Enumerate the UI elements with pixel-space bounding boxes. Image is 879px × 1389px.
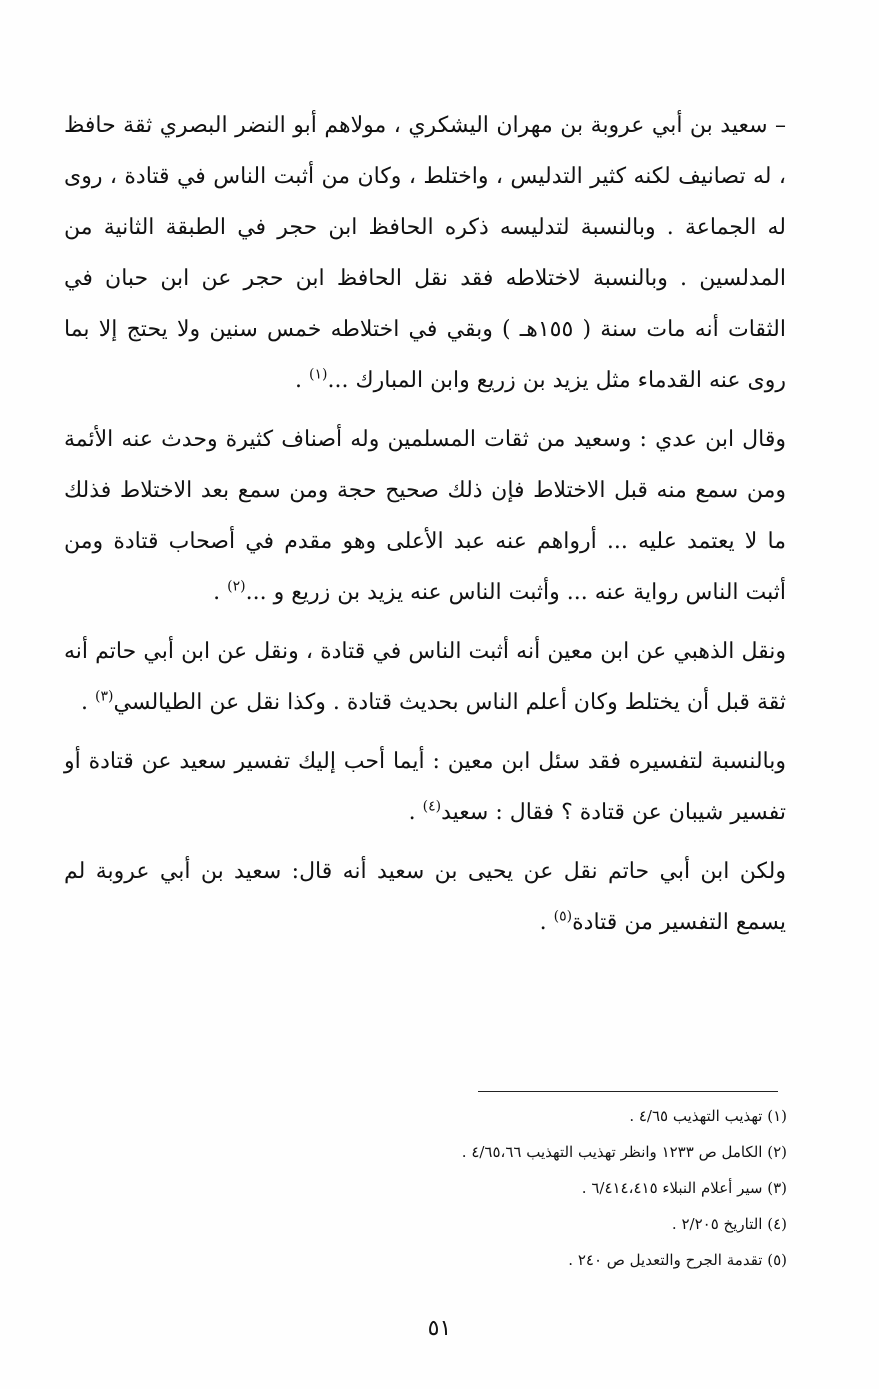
- footnote: (٤) التاريخ ٢/٢٠٥ .: [671, 1215, 787, 1233]
- footnotes: [267, 1098, 787, 1278]
- paragraph-1: [64, 100, 786, 406]
- paragraph-end: .: [213, 580, 228, 605]
- footnote: (٣) سير أعلام النبلاء ٦/٤١٤،٤١٥ .: [581, 1179, 787, 1197]
- paragraph-3: [64, 626, 786, 728]
- paragraph-text: ولكن ابن أبي حاتم نقل عن يحيى بن سعيد أنه قال: سعيد بن أبي عروبة لم يسمع التفسير من قتادة: [64, 859, 786, 935]
- paragraph-end: .: [408, 800, 423, 825]
- footnote: (١) تهذيب التهذيب ٤/٦٥ .: [629, 1107, 787, 1125]
- footnote-reference: (١): [309, 366, 328, 383]
- paragraph-text: وقال ابن عدي : وسعيد من ثقات المسلمين وله أصناف كثيرة وحدث عنه الأئمة ومن سمع منه قبل الاختلاط فإن ذلك صحيح حجة ومن سمع بعد الاختلاط فذلك ما لا يعتمد عليه ... أرواهم عنه عبد الأعلى وهو مقدم في أصحاب قتادة ومن أثبت الناس رواية عنه ... وأثبت الناس عنه يزيد بن زريع و ...: [64, 427, 786, 605]
- paragraph-5: [64, 846, 786, 948]
- footnote: (٢) الكامل ص ١٢٣٣ وانظر تهذيب التهذيب ٤/٦٥،٦٦ .: [461, 1143, 787, 1161]
- footnote-reference: (٤): [422, 798, 442, 815]
- footnote-reference: (٥): [553, 908, 573, 925]
- footnote-separator: [478, 1091, 778, 1092]
- paragraph-end: .: [539, 910, 554, 935]
- footnote-reference: (٣): [95, 688, 114, 705]
- paragraph-text: – سعيد بن أبي عروبة بن مهران اليشكري ، مولاهم أبو النضر البصري ثقة حافظ ، له تصانيف لكنه كثير التدليس ، واختلط ، وكان من أثبت الناس في قتادة ، روى له الجماعة . وبالنسبة لتدليسه ذكره الحافظ ابن حجر في الطبقة الثانية من المدلسين . وبالنسبة لاختلاطه فقد نقل الحافظ ابن حجر عن ابن حبان في الثقات أنه مات سنة ( ١٥٥هـ ) وبقي في اختلاطه خمس سنين ولا يحتج إلا بما روى عنه القدماء مثل يزيد بن زريع وابن المبارك ...: [64, 113, 786, 393]
- paragraph-4: [64, 736, 786, 838]
- footnote: (٥) تقدمة الجرح والتعديل ص ٢٤٠ .: [568, 1251, 787, 1269]
- paragraph-text: وبالنسبة لتفسيره فقد سئل ابن معين : أيما أحب إليك تفسير سعيد عن قتادة أو تفسير شيبان عن قتادة ؟ فقال : سعيد: [64, 749, 786, 825]
- page-number: ٥١: [427, 1316, 452, 1341]
- paragraph-text: ونقل الذهبي عن ابن معين أنه أثبت الناس في قتادة ، ونقل عن ابن أبي حاتم أنه ثقة قبل أن يختلط وكان أعلم الناس بحديث قتادة . وكذا نقل عن الطيالسي: [64, 639, 786, 715]
- paragraph-2: [64, 414, 786, 618]
- main-text: [64, 100, 786, 956]
- paragraph-end: .: [295, 368, 310, 393]
- footnote-reference: (٢): [227, 578, 246, 595]
- paragraph-end: .: [81, 690, 96, 715]
